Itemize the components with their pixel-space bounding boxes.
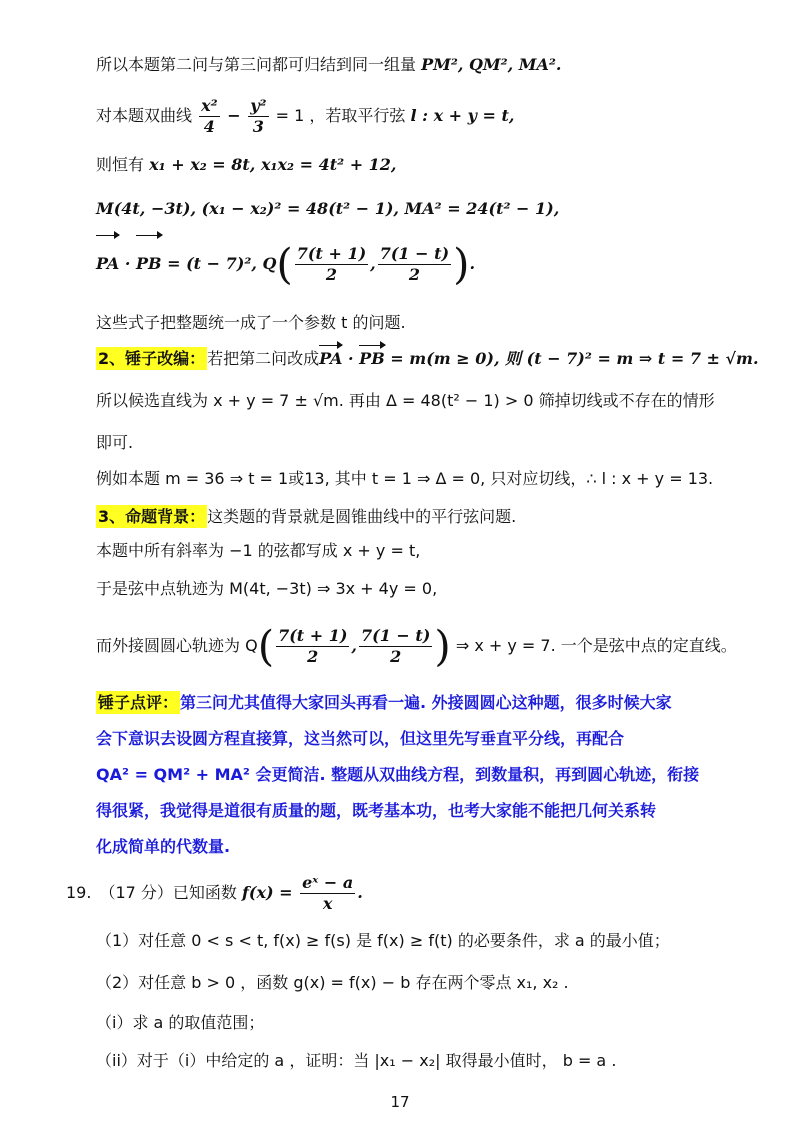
line-11-text: 这类题的背景就是圆锥曲线中的平行弦问题. [207,507,517,526]
line-2 [96,94,514,138]
frac-den: 2 [390,647,402,666]
line-14 [96,618,737,675]
line-6-text: 这些式子把整题统一成了一个参数 t 的问题. [96,313,406,332]
function-def: f(x) = [242,883,299,902]
frac-num: 7(t + 1) [278,626,348,645]
line-4-math: M(4t, −3t), (x₁ − x₂)² = 48(t² − 1), MA² = 24(t² − 1), [96,199,560,218]
comment-text-1: 第三问尤其值得大家回头再看一遍. 外接圆圆心这种题，很多时候大家 [180,693,672,712]
line-3 [96,152,397,178]
line-12-text: 本题中所有斜率为 −1 的弦都写成 x + y = t, [96,541,421,560]
comment-line-3 [96,762,699,788]
question-19-part-2 [96,970,569,996]
frac-den: x [322,894,333,913]
line-7-math: = m(m ≥ 0), 则 (t − 7)² = m ⇒ t = 7 ± √m. [384,349,759,368]
fraction-q-y [378,244,451,285]
comment-text-2: 会下意识去设圆方程直接算，这当然可以，但这里先写垂直平分线，再配合 [96,729,625,748]
line-2-mid: = 1 ，若取平行弦 [270,106,411,125]
paren-close: ) [434,621,451,671]
frac-num: 7(t + 1) [296,244,367,263]
frac-num: y² [250,96,267,115]
line-7 [96,346,759,372]
line-8-text: 所以候选直线为 x + y = 7 ± √m. 再由 Δ = 48(t² − 1) > 0 筛掉切线或不存在的情形 [96,391,715,410]
question-19-part-2ii [96,1048,616,1074]
vector-pa: PA [96,236,119,292]
paren-open: ( [276,239,293,289]
line-13-text: 于是弦中点轨迹为 M(4t, −3t) ⇒ 3x + 4y = 0, [96,579,438,598]
comment-text-3: QA² = QM² + MA² 会更简洁. 整题从双曲线方程，到数量积，再到圆心轨迹，衔接 [96,765,700,784]
fraction-q-y [359,626,432,667]
comment-text-5: 化成简单的代数量. [96,837,231,856]
line-2-math: l : x + y = t, [410,106,515,125]
comma: , [351,636,357,655]
fraction-f [300,873,355,914]
line-3-math: x₁ + x₂ = 8t, x₁x₂ = 4t² + 12, [149,155,397,174]
line-7-lead: 若把第二问改成 [207,349,320,368]
part-2ii-text: （ii）对于（i）中给定的 a ，证明：当 |x₁ − x₂| 取得最小值时， b = a . [96,1051,617,1070]
question-19-part-1 [96,928,670,954]
frac-den: 2 [408,265,420,284]
line-13 [96,576,437,602]
dot: · [119,254,136,273]
frac-num: 7(1 − t) [379,244,450,263]
part-2-text: （2）对任意 b > 0 ，函数 g(x) = f(x) − b 存在两个零点 x₁, x₂ . [96,973,569,992]
frac-num: eˣ − a [302,873,354,892]
comment-line-4 [96,798,656,824]
comment-line-1 [96,690,672,716]
vector-pa: PA [319,346,342,372]
line-6 [96,310,406,336]
line-1-math: PM², QM², MA². [421,55,562,74]
line-5-math: = (t − 7)², Q [161,254,277,273]
line-9 [96,430,133,456]
page-number: 17 [390,1093,410,1111]
part-1-text: （1）对任意 0 < s < t, f(x) ≥ f(s) 是 f(x) ≥ f(t) 的必要条件，求 a 的最小值； [96,931,670,950]
fraction-y2-over-3 [248,96,268,137]
line-1 [96,52,561,78]
minus-sign: − [221,106,247,125]
comma: , [370,254,376,273]
period: . [357,883,363,902]
line-11 [96,504,516,530]
frac-den: 2 [325,265,338,284]
highlight-label-adaptation: 2、锤子改编： [98,349,206,368]
comment-text-4: 得很紧，我觉得是道很有质量的题，既考基本功，也考大家能不能把几何关系转 [96,801,657,820]
frac-den: 3 [252,117,264,136]
question-19-part-2i [96,1010,264,1036]
frac-num: 7(1 − t) [361,626,431,645]
dot: · [342,349,360,368]
fraction-q-x [295,244,368,285]
highlight-label-background: 3、命题背景： [98,507,206,526]
line-9-text: 即可. [96,433,134,452]
question-number: 19. [66,883,92,902]
line-5 [96,236,475,293]
line-2-lead: 对本题双曲线 [96,106,198,125]
line-14-lead: 而外接圆圆心轨迹为 Q [96,636,258,655]
paren-close: ) [453,239,470,289]
line-10-text: 例如本题 m = 36 ⇒ t = 1或13, 其中 t = 1 ⇒ Δ = 0, 只对应切线，∴ l : x + y = 13. [96,469,714,488]
line-10 [96,466,713,492]
period: . [469,254,476,273]
question-points: （17 分）已知函数 [99,883,242,902]
fraction-q-x [276,626,349,667]
line-8 [96,388,715,414]
part-2i-text: （i）求 a 的取值范围； [96,1013,265,1032]
line-3-lead: 则恒有 [96,155,150,174]
line-12 [96,538,420,564]
line-1-text: 所以本题第二问与第三问都可归结到同一组量 [96,55,422,74]
vector-pb: PB [359,346,385,372]
comment-line-5 [96,834,230,860]
highlight-label-comment: 锤子点评： [98,693,179,712]
line-4 [96,196,559,222]
fraction-x2-over-4 [199,96,220,137]
question-19 [66,868,363,918]
vector-pb: PB [136,236,162,292]
frac-den: 2 [307,647,319,666]
line-14-tail: ⇒ x + y = 7. 一个是弦中点的定直线。 [450,636,737,655]
paren-open: ( [257,621,275,671]
comment-line-2 [96,726,624,752]
frac-den: 4 [203,117,215,136]
frac-num: x² [201,96,218,115]
